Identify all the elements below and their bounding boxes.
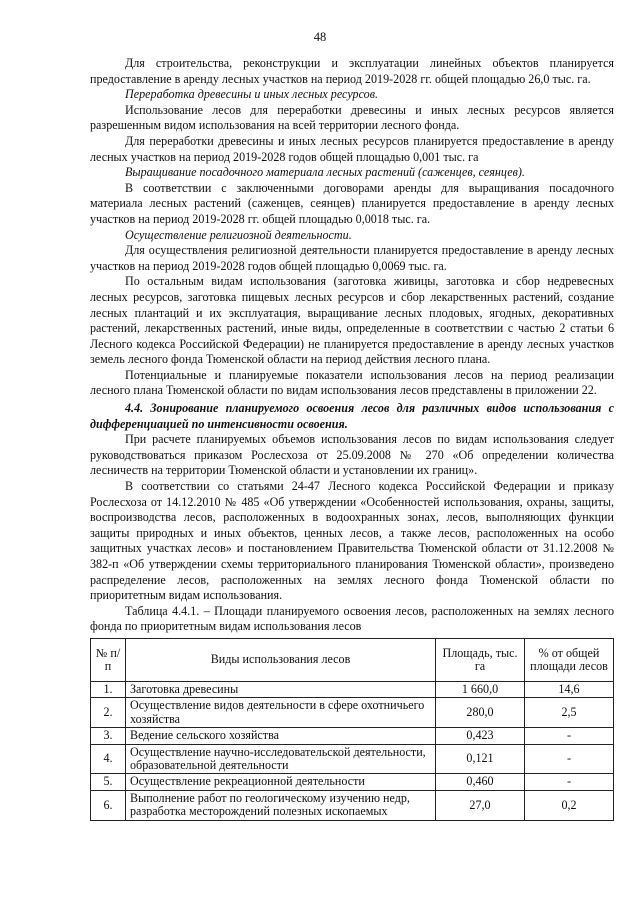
table-row	[91, 681, 614, 697]
row-number: 3.	[91, 728, 126, 744]
row-number: 5.	[91, 774, 126, 790]
page-body	[90, 56, 614, 821]
table-row	[91, 774, 614, 790]
paragraph-other-uses: По остальным видам использования (заготовка живицы, заготовка и сбор недревесных лесных ресурсов, заготовка пищевых лесных ресурсов и сбор лекарственных растений, создание лесных плантаций и их эксплуатация, выращивание лесных плодовых, ягодных, декоративных растений, лекарственных растений, иные виды, определенные в соответствии с частью 2 статьи 6 Лесного кодекса Российской Федерации) не планируется предоставление в аренду лесных участков земель лесного фонда Тюменской области на период действия лесного плана.	[90, 274, 614, 367]
row-use-type: Осуществление научно-исследовательской деятельности, образовательной деятельности	[126, 744, 436, 774]
row-number: 2.	[91, 698, 126, 728]
section-heading-4-4: 4.4. Зонирование планируемого освоения лесов для различных видов использования с дифференциацией по интенсивности освоения.	[90, 401, 614, 431]
forest-use-areas-table	[90, 638, 614, 821]
paragraph-religious: Для осуществления религиозной деятельности планируется предоставление в аренду лесных участков на период 2019-2028 годов общей площадью 0,0069 тыс. га.	[90, 243, 614, 273]
paragraph-distribution: В соответствии со статьями 24-47 Лесного кодекса Российской Федерации и приказу Рослесхоза от 14.12.2010 № 485 «Об утверждении «Особенностей использования, охраны, защиты, воспроизводства лесов, расположенных в водоохранных зонах, лесов, выполняющих функции защиты природных и иных объектов, ценных лесов, а также лесов, расположенных на особо защитных участках лесов» и постановлением Правительства Тюменской области от 31.12.2008 № 382-п «Об утверждении схемы территориального планирования Тюменской области», произведено распределение лесов, расположенных на землях лесного фонда Тюменской области по приоритетным видам использования.	[90, 479, 614, 603]
row-area: 0,121	[436, 744, 525, 774]
row-area: 27,0	[436, 790, 525, 820]
paragraph-linear-objects: Для строительства, реконструкции и эксплуатации линейных объектов планируется предоставление в аренду лесных участков на период 2019-2028 гг. общей площадью 26,0 тыс. га.	[90, 56, 614, 86]
table-row	[91, 728, 614, 744]
header-number: № п/п	[91, 638, 126, 681]
table-row	[91, 744, 614, 774]
row-percent: 2,5	[525, 698, 614, 728]
row-percent: -	[525, 744, 614, 774]
paragraph-wood-processing-area: Для переработки древесины и иных лесных ресурсов планируется предоставление в аренду лесных участков на период 2019-2028 годов общей площадью 0,001 тыс. га	[90, 133, 614, 164]
paragraph-indicators: Потенциальные и планируемые показатели использования лесов на период реализации лесного плана Тюменской области по видам использования лесов представлены в приложении 22.	[90, 367, 614, 398]
table-header-row	[91, 638, 614, 681]
row-area: 0,423	[436, 728, 525, 744]
row-use-type: Заготовка древесины	[126, 681, 436, 697]
row-percent: 0,2	[525, 790, 614, 820]
row-area: 280,0	[436, 698, 525, 728]
row-number: 1.	[91, 681, 126, 697]
row-use-type: Ведение сельского хозяйства	[126, 728, 436, 744]
row-use-type: Осуществление рекреационной деятельности	[126, 774, 436, 790]
page-number: 48	[313, 30, 327, 44]
paragraph-wood-processing-permitted: Использование лесов для переработки древесины и иных лесных ресурсов является разрешенным видом использования на всей территории лесного фонда.	[90, 102, 614, 133]
paragraph-seedlings: В соответствии с заключенными договорами аренды для выращивания посадочного материала лесных растений (саженцев, сеянцев) планируется предоставление в аренду лесных участков на период 2019-2028 гг. общей площадью 0,0018 тыс. га.	[90, 180, 614, 226]
heading-wood-processing: Переработка древесины и иных лесных ресурсов.	[125, 87, 378, 102]
header-use-type: Виды использования лесов	[126, 638, 436, 681]
row-percent: -	[525, 774, 614, 790]
row-area: 1 660,0	[436, 681, 525, 697]
row-use-type: Выполнение работ по геологическому изучению недр, разработка месторождений полезных ископаемых	[126, 790, 436, 820]
row-percent: 14,6	[525, 681, 614, 697]
table-caption: Таблица 4.4.1. – Площади планируемого освоения лесов, расположенных на землях лесного фонда по приоритетным видам использования лесов	[90, 603, 614, 634]
row-use-type: Осуществление видов деятельности в сфере охотничьего хозяйства	[126, 698, 436, 728]
table-row	[91, 698, 614, 728]
table-row	[91, 790, 614, 820]
row-number: 4.	[91, 744, 126, 774]
header-area: Площадь, тыс. га	[436, 638, 525, 681]
heading-religious: Осуществление религиозной деятельности.	[125, 227, 352, 242]
row-area: 0,460	[436, 774, 525, 790]
heading-seedlings: Выращивание посадочного материала лесных растений (саженцев, сеянцев).	[125, 165, 525, 180]
row-number: 6.	[91, 790, 126, 820]
paragraph-calculation: При расчете планируемых объемов использования лесов по видам использования следует руководствоваться приказом Рослесхоза от 25.09.2008 № 270 «Об определении количества лесничеств на территории Тюменской области и установлении их границ».	[90, 432, 614, 478]
header-percent: % от общей площади лесов	[525, 638, 614, 681]
row-percent: -	[525, 728, 614, 744]
